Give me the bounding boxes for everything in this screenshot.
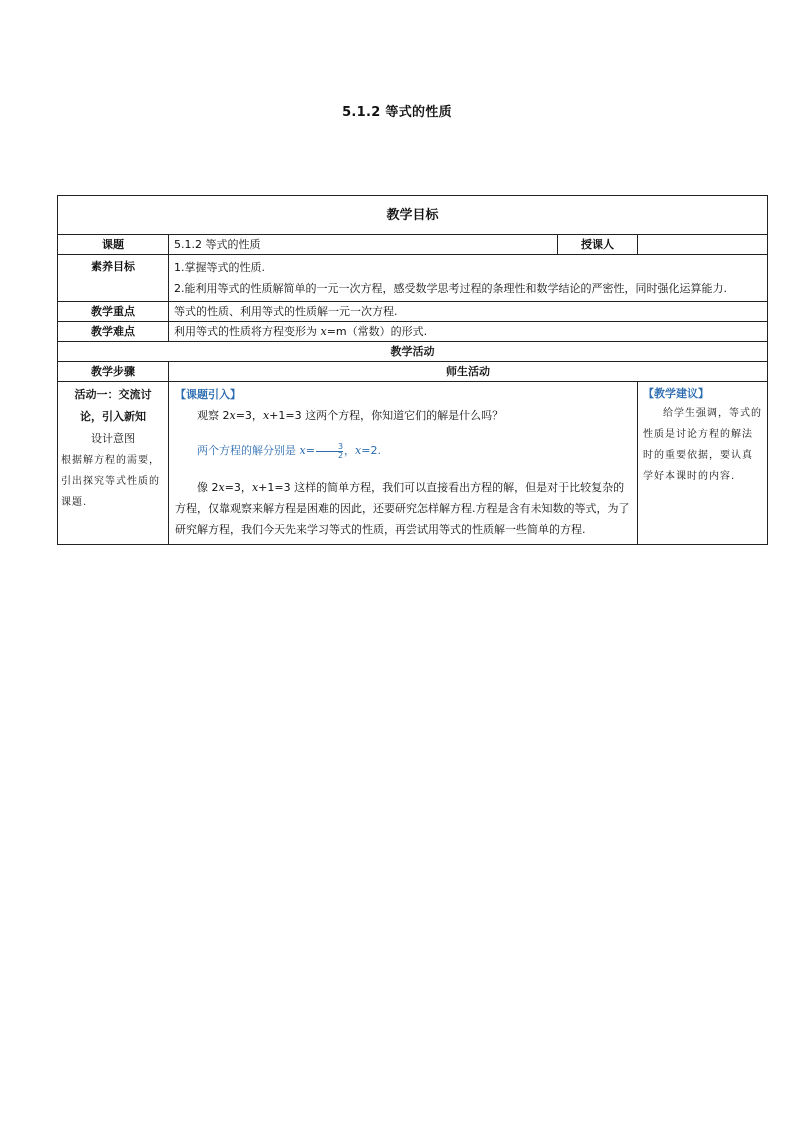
answer-line [175, 440, 631, 461]
goal-row [58, 255, 768, 302]
difficulty-value [169, 322, 768, 342]
intent-label: 设计意图 [91, 432, 135, 445]
interaction-label: 师生活动 [169, 362, 768, 382]
suggestion-text: 给学生强调，等式的性质是讨论方程的解法时的重要依据，要认真学好本课时的内容. [643, 408, 762, 482]
steps-header-row [58, 362, 768, 382]
topic-row [58, 235, 768, 255]
difficulty-row [58, 322, 768, 342]
difficulty-text-pre: 利用等式的性质将方程变形为 [174, 325, 321, 338]
activity-title-a: 活动一：交流讨 [74, 388, 152, 401]
ans-text-post: =2. [361, 444, 381, 457]
section-title: 【课题引入】 [175, 388, 241, 401]
topic-label: 课题 [58, 235, 169, 255]
goal-line-1: 1.掌握等式的性质. [174, 261, 265, 274]
fraction-denominator: 2 [316, 451, 343, 460]
topic-value: 5.1.2 等式的性质 [169, 235, 558, 255]
steps-label: 教学步骤 [58, 362, 169, 382]
difficulty-text-post: =m（常数）的形式. [326, 325, 428, 338]
activity-header: 教学活动 [58, 342, 768, 362]
difficulty-label: 教学难点 [58, 322, 169, 342]
document-title: 5.1.2 等式的性质 [342, 105, 452, 120]
para-var-2: x [251, 481, 259, 494]
teacher-value [638, 235, 768, 255]
ans-sep: ， [344, 444, 356, 457]
q-text-b: =3， [235, 409, 263, 422]
ans-var-2: x [355, 444, 362, 457]
teacher-label: 授课人 [558, 235, 638, 255]
ans-var-1: x [299, 444, 306, 457]
para-text-c: +1=3 这样的简单方程，我们可以直接看出方程的解，但是对于比较复杂的方程，仅靠观察来解方程是困难的因此，还要研究怎样解方程.方程是含有未知数的等式，为了研究解方程，我们今天先来学习等式的性质，再尝试用等式的性质解一些简单的方程. [175, 481, 630, 536]
para-text-b: =3， [224, 481, 252, 494]
key-point-value: 等式的性质、利用等式的性质解一元一次方程. [169, 302, 768, 322]
ans-eq: = [305, 444, 315, 457]
para-var-1: x [218, 481, 225, 494]
intent-text: 根据解方程的需要，引出探究等式性质的课题. [61, 455, 160, 508]
answer-fraction [316, 443, 343, 460]
activity-header-row [58, 342, 768, 362]
q-text-c: +1=3 这两个方程，你知道它们的解是什么吗？ [269, 409, 504, 422]
q-var-1: x [229, 409, 236, 422]
q-var-2: x [262, 409, 270, 422]
lesson-plan-table [57, 195, 768, 545]
q-text-a: 观察 2 [197, 409, 230, 422]
goal-line-2: 2.能利用等式的性质解简单的一元一次方程，感受数学思考过程的条理性和数学结论的严密性，同时强化运算能力. [174, 282, 727, 295]
activity-title-b: 论，引入新知 [80, 410, 146, 423]
intro-paragraph [175, 477, 631, 540]
table-header: 教学目标 [58, 196, 768, 235]
key-point-label: 教学重点 [58, 302, 169, 322]
activity-one-row [58, 382, 768, 545]
ans-text-pre: 两个方程的解分别是 [197, 444, 300, 457]
goal-label: 素养目标 [58, 255, 169, 302]
fraction-numerator: 3 [337, 441, 344, 451]
table-header-row [58, 196, 768, 235]
para-text-a: 像 2 [197, 481, 219, 494]
suggestion-title: 【教学建议】 [643, 387, 709, 400]
key-point-row [58, 302, 768, 322]
observe-question [175, 405, 631, 426]
difficulty-variable: x [320, 325, 327, 338]
